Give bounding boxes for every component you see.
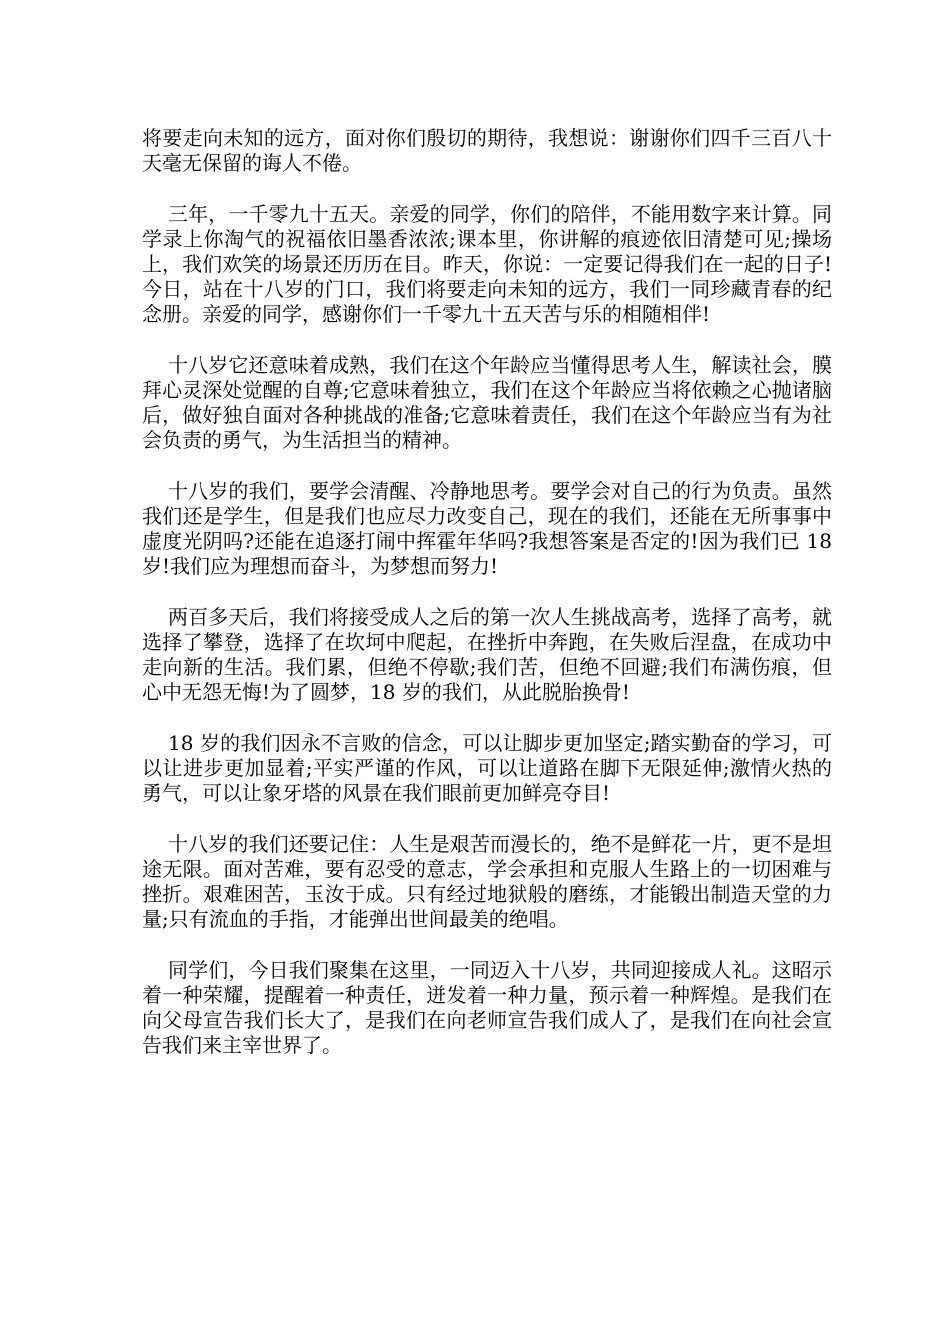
paragraph-7: 十八岁的我们还要记住：人生是艰苦而漫长的，绝不是鲜花一片，更不是坦途无限。面对苦难，要有忍受的意志，学会承担和克服人生路上的一切困难与挫折。艰难困苦，玉汝于成。只有经过地狱般的磨练，才能锻出制造天堂的力量;只有流血的手指，才能弹出世间最美的绝唱。	[142, 832, 832, 931]
paragraph-6: 18 岁的我们因永不言败的信念，可以让脚步更加坚定;踏实勤奋的学习，可以让进步更加显着;平实严谨的作风，可以让道路在脚下无限延伸;激情火热的勇气，可以让象牙塔的风景在我们眼前更加鲜亮夺目!	[142, 731, 832, 805]
paragraph-2: 三年，一千零九十五天。亲爱的同学，你们的陪伴，不能用数字来计算。同学录上你淘气的祝福依旧墨香浓浓;课本里，你讲解的痕迹依旧清楚可见;操场上，我们欢笑的场景还历历在目。昨天，你说：一定要记得我们在一起的日子!今日，站在十八岁的门口，我们将要走向未知的远方，我们一同珍藏青春的纪念册。亲爱的同学，感谢你们一千零九十五天苦与乐的相随相伴!	[142, 202, 832, 326]
document-page	[142, 126, 839, 1084]
paragraph-3: 十八岁它还意味着成熟，我们在这个年龄应当懂得思考人生，解读社会，膜拜心灵深处觉醒的自尊;它意味着独立，我们在这个年龄应当将依赖之心抛诸脑后，做好独自面对各种挑战的准备;它意味着责任，我们在这个年龄应当有为社会负责的勇气，为生活担当的精神。	[142, 353, 832, 452]
paragraph-8: 同学们，今日我们聚集在这里，一同迈入十八岁，共同迎接成人礼。这昭示着一种荣耀，提醒着一种责任，迸发着一种力量，预示着一种辉煌。是我们在向父母宣告我们长大了，是我们在向老师宣告我们成人了，是我们在向社会宣告我们来主宰世界了。	[142, 958, 832, 1057]
paragraph-5: 两百多天后，我们将接受成人之后的第一次人生挑战高考，选择了高考，就选择了攀登，选择了在坎坷中爬起，在挫折中奔跑，在失败后涅盘，在成功中走向新的生活。我们累，但绝不停歇;我们苦，但绝不回避;我们布满伤痕，但心中无怨无悔!为了圆梦，18 岁的我们，从此脱胎换骨!	[142, 605, 832, 704]
paragraph-4: 十八岁的我们，要学会清醒、冷静地思考。要学会对自己的行为负责。虽然我们还是学生，但是我们也应尽力改变自己，现在的我们，还能在无所事事中虚度光阴吗?还能在追逐打闹中挥霍年华吗?我想答案是否定的!因为我们已 18 岁!我们应为理想而奋斗，为梦想而努力!	[142, 479, 839, 578]
paragraph-1: 将要走向未知的远方，面对你们殷切的期待，我想说：谢谢你们四千三百八十天毫无保留的诲人不倦。	[142, 126, 832, 175]
